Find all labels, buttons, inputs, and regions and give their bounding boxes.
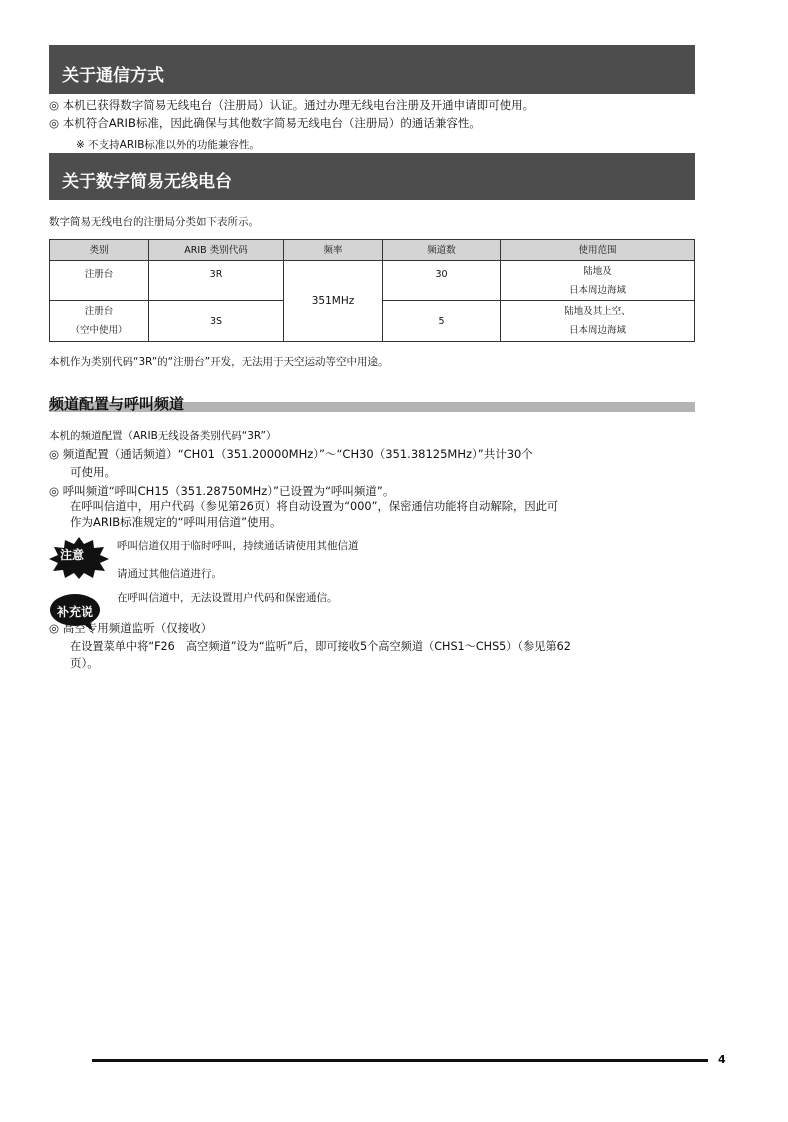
supplement-text: 在呼叫信道中，无法设置用户代码和保密通信。 xyxy=(117,592,338,604)
cell-code: 3S xyxy=(149,301,284,342)
paragraph-line: 可使用。 xyxy=(70,465,116,479)
table-intro: 数字简易无线电台的注册局分类如下表所示。 xyxy=(49,216,259,228)
header-frequency: 频率 xyxy=(284,240,383,261)
section-heading-digital-radio xyxy=(49,153,695,200)
note-line: ※ 不支持ARIB标准以外的功能兼容性。 xyxy=(76,139,260,151)
cell-category: 注册台 （空中使用） xyxy=(50,301,149,342)
cell-range: 陆地及其上空、 日本周边海域 xyxy=(501,301,695,342)
caution-text: 请通过其他信道进行。 xyxy=(117,568,222,580)
section-heading-text: 关于数字简易无线电台 xyxy=(62,172,232,192)
cell-frequency: 351MHz xyxy=(284,261,383,342)
table-header-row xyxy=(50,240,695,261)
header-channels: 频道数 xyxy=(383,240,501,261)
header-range: 使用范围 xyxy=(501,240,695,261)
paragraph-line: ◎ 呼叫频道“呼叫CH15（351.28750MHz）”已设置为“呼叫频道”。 xyxy=(49,484,395,498)
header-arib-code: ARIB 类别代码 xyxy=(149,240,284,261)
header-category: 类别 xyxy=(50,240,149,261)
registration-table xyxy=(49,239,695,342)
cell-channels: 5 xyxy=(383,301,501,342)
caution-text: 呼叫信道仅用于临时呼叫，持续通话请使用其他信道 xyxy=(117,540,359,552)
cell-category: 注册台 xyxy=(50,261,149,301)
cell-range: 陆地及 日本周边海域 xyxy=(501,261,695,301)
supplement-badge-label: 补充说 xyxy=(56,605,93,619)
paragraph-line: 在设置菜单中将“F26 高空频道”设为“监听”后，即可接收5个高空频道（CHS1～CHS5）（参见第62 xyxy=(70,640,571,653)
paragraph-line: 页）。 xyxy=(70,656,99,670)
paragraph-line: 作为ARIB标准规定的“呼叫用信道”使用。 xyxy=(70,515,282,529)
section-heading-communication xyxy=(49,45,695,94)
paragraph-line: ◎ 频道配置（通话频道）“CH01（351.20000MHz）”～“CH30（351.38125MHz）”共计30个 xyxy=(49,447,533,461)
subsection-heading-text: 频道配置与呼叫频道 xyxy=(49,395,185,413)
caution-badge-label: 注意 xyxy=(59,548,84,562)
paragraph-line: ◎ 高空专用频道监听（仅接收） xyxy=(49,621,213,635)
cell-code: 3R xyxy=(149,261,284,301)
subsection-heading-channels xyxy=(49,393,695,415)
paragraph-line: 本机的频道配置（ARIB无线设备类别代码“3R”） xyxy=(49,430,277,442)
paragraph-line: 在呼叫信道中，用户代码（参见第26页）将自动设置为“000”，保密通信功能将自动解除，因此可 xyxy=(70,500,559,513)
footer-rule xyxy=(92,1059,708,1062)
page-number: 4 xyxy=(718,1053,726,1066)
section-heading-text: 关于通信方式 xyxy=(62,66,164,86)
table-note: 本机作为类别代码“3R”的“注册台”开发，无法用于天空运动等空中用途。 xyxy=(49,356,389,368)
paragraph-line: ◎ 本机已获得数字简易无线电台（注册局）认证。通过办理无线电台注册及开通申请即可使用。 xyxy=(49,98,535,112)
paragraph-line: ◎ 本机符合ARIB标准，因此确保与其他数字简易无线电台（注册局）的通话兼容性。 xyxy=(49,116,481,130)
table-row xyxy=(50,261,695,301)
cell-channels: 30 xyxy=(383,261,501,301)
